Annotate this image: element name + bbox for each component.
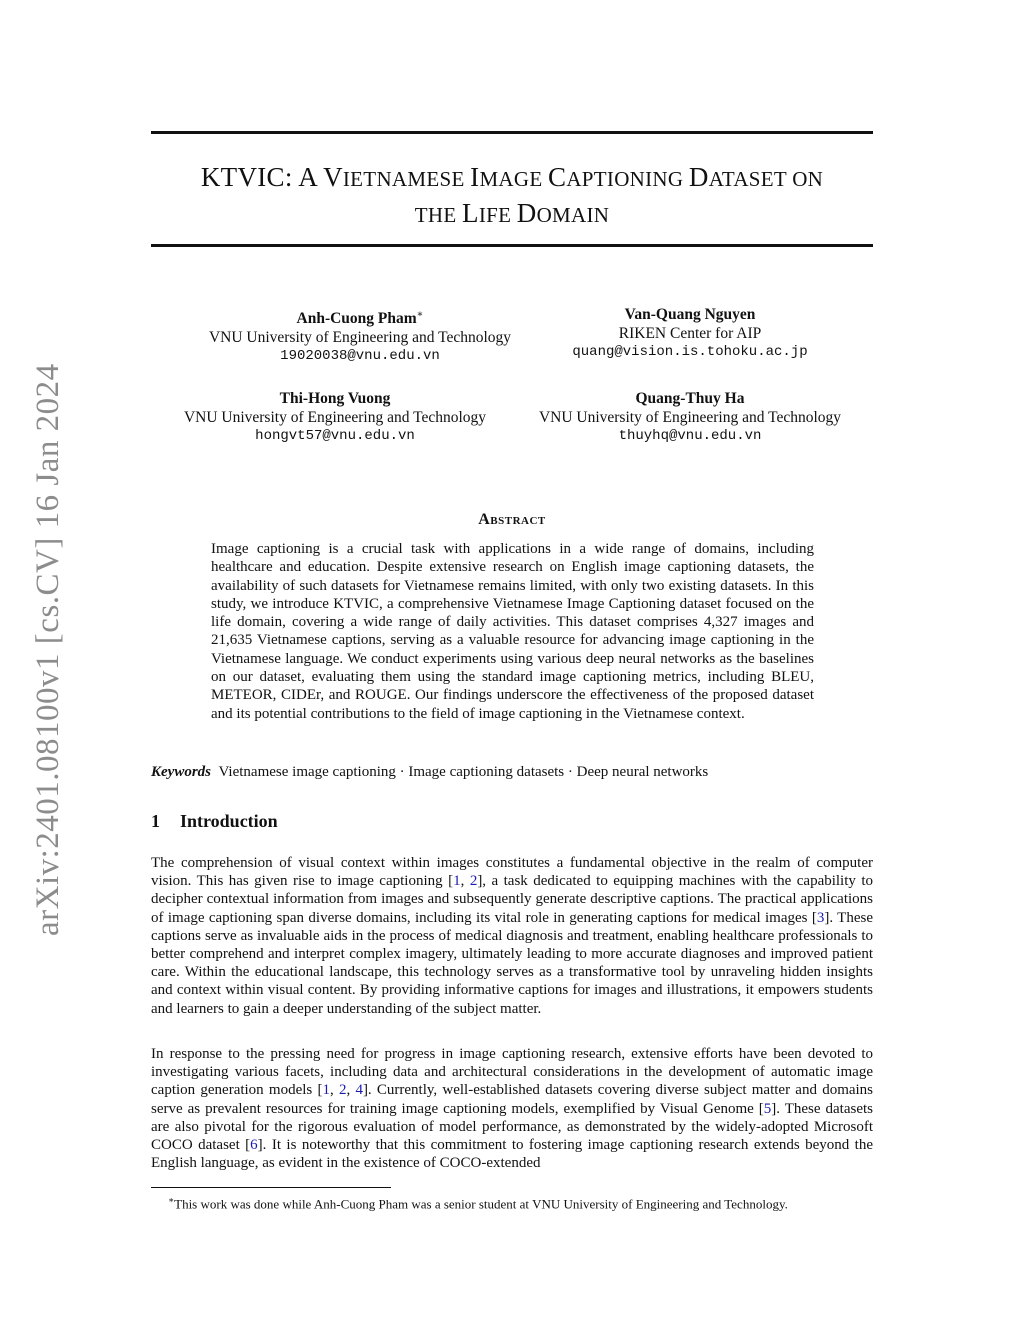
citation-link[interactable]: 3 [816, 909, 825, 926]
title-rule-bottom [151, 244, 873, 247]
author-name: Anh-Cuong Pham [296, 310, 417, 328]
footnote [168, 1192, 788, 1212]
citation-link[interactable]: 2 [469, 873, 478, 890]
author-name: Van-Quang Nguyen [624, 306, 756, 323]
footnote-rule [151, 1187, 391, 1188]
author-email[interactable]: quang@vision.is.tohoku.ac.jp [572, 344, 808, 360]
footnote-text: This work was done while Anh-Cuong Pham was a senior student at VNU University of Engineering and Technology. [174, 1196, 788, 1212]
author-affiliation: VNU University of Engineering and Technology [538, 409, 842, 426]
keywords-label: Keywords [151, 764, 211, 780]
citation-link[interactable]: 5 [763, 1100, 772, 1117]
author-affiliation: RIKEN Center for AIP [618, 325, 762, 342]
footnote-mark: ∗ [168, 1195, 175, 1205]
author-name: Quang-Thuy Ha [635, 390, 745, 407]
author-email[interactable]: 19020038@vnu.edu.vn [280, 348, 440, 365]
paper-title: KTVIC: A VIETNAMESE IMAGE CAPTIONING DATASET ON THE LIFE DOMAIN [200, 162, 824, 228]
author-affiliation: VNU University of Engineering and Technology [208, 329, 512, 347]
author-name: Thi-Hong Vuong [279, 390, 391, 407]
intro-paragraph: In response to the pressing need for progress in image captioning research, extensive efforts have been devoted to investigating various facets, including data and architectural considerations in the development of automatic image caption generation models [1, 2, 4]. Currently, well-established datasets covering diverse subject matter and domains serve as prevalent resources for training image captioning models, exemplified by Visual Genome [5]. These datasets are also pivotal for the rigorous evaluation of model performance, as demonstrated by the widely-adopted Microsoft COCO dataset [6]. It is noteworthy that this commitment to fostering image captioning research extends beyond the English language, as evident in the existence of COCO-extended [151, 1046, 874, 1172]
section-heading [151, 811, 278, 832]
keywords-text: Vietnamese image captioning · Image captioning datasets · Deep neural networks [218, 764, 709, 780]
footnote-mark: ∗ [416, 309, 424, 320]
section-number: 1 [151, 811, 160, 831]
citation-link[interactable]: 1 [322, 1082, 330, 1099]
keywords [151, 763, 873, 781]
arxiv-identifier: arXiv:2401.08100v1 [cs.CV] 16 Jan 2024 [30, 363, 66, 936]
author-block [560, 305, 820, 362]
abstract-heading: Abstract [478, 511, 546, 528]
citation-link[interactable]: 4 [355, 1082, 363, 1099]
section-title: Introduction [180, 811, 278, 831]
title-rule-top [151, 131, 873, 134]
author-block [526, 389, 854, 446]
author-email[interactable]: thuyhq@vnu.edu.vn [618, 428, 762, 444]
author-block [170, 389, 500, 446]
intro-paragraph: The comprehension of visual context within images constitutes a fundamental objective in the realm of computer vision. This has given rise to image captioning [1, 2], a task dedicated to equipping machines with the capability to decipher contextual information from images and subsequently generate descriptive captions. The practical applications of image captioning span diverse domains, including its vital role in generating captions for medical images [3]. These captions serve as invaluable aids in the process of medical diagnosis and treatment, enabling healthcare professionals to better comprehend and interpret complex imagery, ultimately leading to more accurate diagnoses and improved patient care. Within the educational landscape, this technology serves as a transformative tool by unraveling hidden insights and context within visual content. By providing informative captions for images and illustrations, it empowers students and learners to gain a deeper understanding of the subject matter. [151, 855, 874, 1017]
author-block [200, 305, 520, 366]
citation-link[interactable]: 2 [338, 1082, 347, 1099]
author-email[interactable]: hongvt57@vnu.edu.vn [255, 428, 415, 444]
citation-link[interactable]: 1 [453, 873, 461, 890]
abstract-text: Image captioning is a crucial task with applications in a wide range of domains, including healthcare and education. Despite extensive research on English image captioning datasets, the availability of such datasets for Vietnamese remains limited, with only two existing datasets. In this study, we introduce KTVIC, a comprehensive Vietnamese Image Captioning dataset focused on the life domain, covering a wide range of daily activities. This dataset comprises 4,327 images and 21,635 Vietnamese captions, serving as a valuable resource for advancing image captioning in the Vietnamese language. We conduct experiments using various deep neural networks as the baselines on our dataset, evaluating them using the standard image captioning metrics, including BLEU, METEOR, CIDEr, and ROUGE. Our findings underscore the effectiveness of the proposed dataset and its potential contributions to the field of image captioning in the Vietnamese context. [211, 541, 814, 722]
author-affiliation: VNU University of Engineering and Technology [183, 409, 487, 426]
citation-link[interactable]: 6 [250, 1137, 258, 1154]
